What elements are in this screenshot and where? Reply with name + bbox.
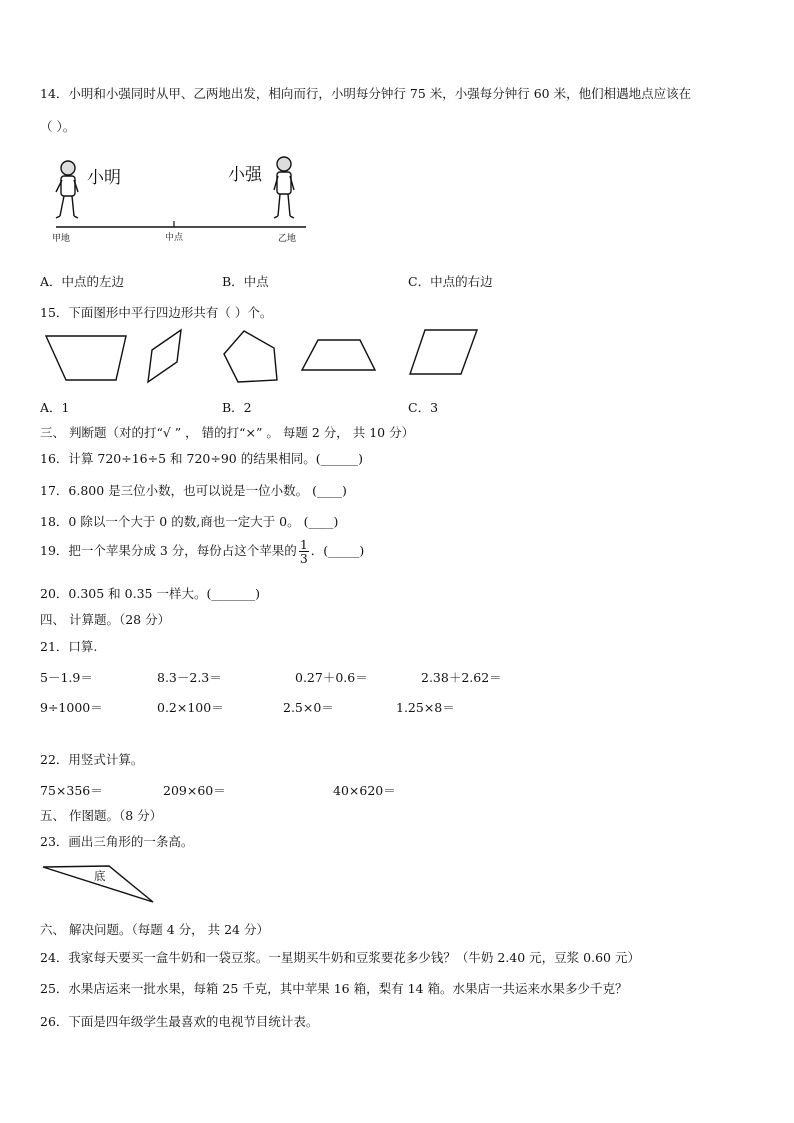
label-xiaoming: 小明 [87, 168, 121, 188]
trapezoid-shape-icon [46, 336, 126, 380]
q16: 16．计算 720÷16÷5 和 720÷90 的结果相同。(______) [40, 451, 363, 466]
q21-r1c3: 0.27＋0.6＝ [295, 670, 368, 685]
q19-frac-numerator: 1 [299, 537, 308, 552]
q22-stem: 22．用竖式计算。 [40, 752, 144, 767]
q14-option-b: B．中点 [222, 274, 269, 289]
section-5-title: 五、 作图题。（8 分） [40, 808, 163, 823]
parallelogram-shape-icon [148, 330, 181, 382]
q19-frac-denominator: 3 [299, 551, 308, 566]
q22-item2: 209×60＝ [163, 783, 226, 798]
q21-r2c3: 2.5×0＝ [283, 700, 334, 715]
rhombus-shape-icon [410, 330, 477, 374]
pentagon-shape-icon [224, 331, 277, 382]
q15-option-a: A．1 [40, 400, 70, 415]
q21-r2c4: 1.25×8＝ [396, 700, 455, 715]
q23-stem: 23．画出三角形的一条高。 [40, 834, 194, 849]
q14-stem-line2: （ ）。 [40, 119, 76, 134]
q19 [40, 538, 364, 565]
section-3-title: 三、 判断题（对的打“√ ” ， 错的打“×” 。 每题 2 分， 共 10 分） [40, 425, 415, 440]
q19-text-after: ．(_____) [310, 543, 365, 558]
q19-fraction [299, 538, 309, 565]
q21-r2c1: 9÷1000＝ [40, 700, 103, 715]
q14-option-c: C．中点的右边 [408, 274, 493, 289]
q25: 25．水果店运来一批水果，每箱 25 千克，其中苹果 16 箱，梨有 14 箱。水果店一共运来水果多少千克？ [40, 981, 628, 996]
q21-stem: 21．口算. [40, 639, 98, 654]
q14-option-a: A．中点的左边 [40, 274, 125, 289]
q22-item1: 75×356＝ [40, 783, 103, 798]
q15-stem: 15．下面图形中平行四边形共有（ ）个。 [40, 305, 273, 320]
q19-text-before: 19．把一个苹果分成 3 分，每份占这个苹果的 [40, 543, 297, 558]
xiaoming-figure-icon [56, 161, 78, 218]
label-midpoint: 中点 [165, 233, 184, 243]
q14-stem-line1: 14．小明和小强同时从甲、乙两地出发，相向而行，小明每分钟行 75 米，小强每分钟行 60 米，他们相遇地点应该在 [40, 86, 692, 101]
q17: 17．6.800 是三位小数，也可以说是一位小数。 (____) [40, 483, 347, 498]
q21-r1c1: 5－1.9＝ [40, 670, 93, 685]
q26: 26．下面是四年级学生最喜欢的电视节目统计表。 [40, 1014, 319, 1029]
q21-r1c2: 8.3－2.3＝ [157, 670, 222, 685]
label-yi: 乙地 [278, 234, 297, 244]
section-4-title: 四、 计算题。（28 分） [40, 612, 171, 627]
label-jia: 甲地 [52, 234, 71, 244]
q15-option-b: B．2 [222, 400, 252, 415]
q22-item3: 40×620＝ [333, 783, 396, 798]
q15-option-c: C．3 [408, 400, 439, 415]
q23-label-base: 底 [94, 869, 106, 883]
isosceles-trapezoid-shape-icon [302, 340, 375, 370]
label-xiaoqiang: 小强 [228, 165, 262, 185]
q21-r1c4: 2.38＋2.62＝ [421, 670, 502, 685]
q18: 18．0 除以一个大于 0 的数,商也一定大于 0。 (____) [40, 514, 339, 529]
q24: 24．我家每天要买一盒牛奶和一袋豆浆。一星期买牛奶和豆浆要花多少钱？（牛奶 2.40 元，豆浆 0.60 元） [40, 950, 640, 965]
q15-shapes [40, 326, 490, 386]
xiaoqiang-figure-icon [274, 157, 294, 218]
q21-r2c2: 0.2×100＝ [157, 700, 224, 715]
section-6-title: 六、 解决问题。（每题 4 分， 共 24 分） [40, 922, 269, 937]
q20: 20．0.305 和 0.35 一样大。(_______) [40, 586, 260, 601]
